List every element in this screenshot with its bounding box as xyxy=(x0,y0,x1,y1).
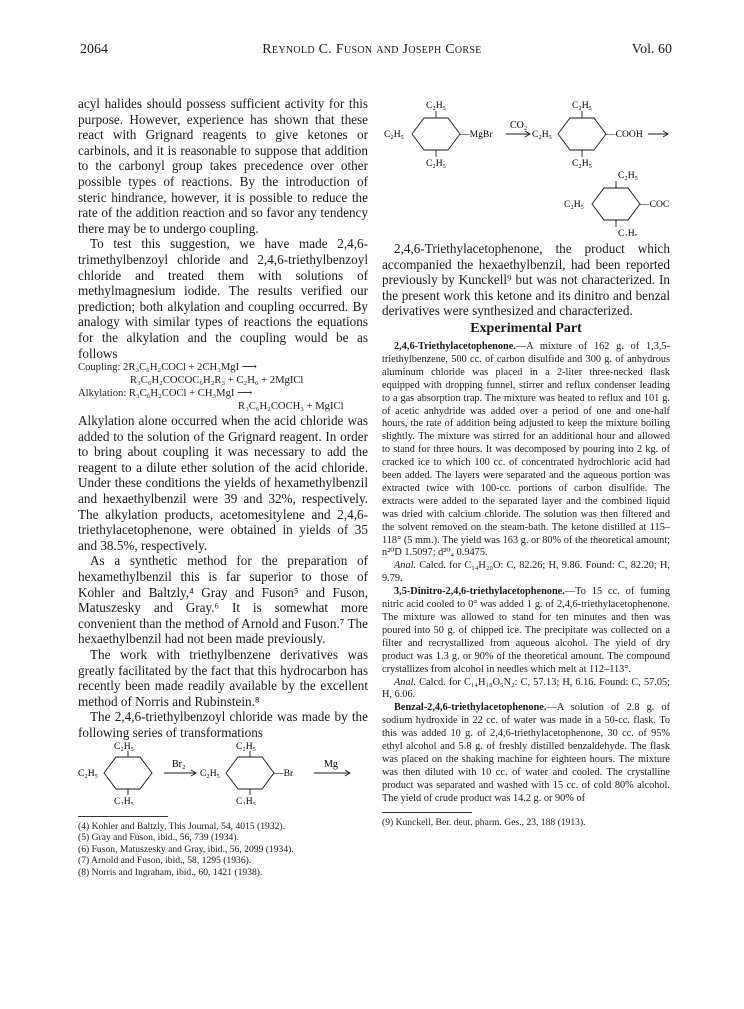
experiment-body: —To 15 cc. of fuming nitric acid cooled to 0° was added 1 g. of 2,4,6-triethylacetophenone. The mixture was allowed to stand for ten minutes and then was poured into 50 g. of chipped ice. The precipitate was collected on a filter and recrystallized from aqueous alcohol. The yield of dry product was 1.3 g. or 90% of the theoretical amount. The compound crystallizes from alcohol in needles which melt at 112–113°. xyxy=(382,586,670,675)
ethyl-label: C₂H₅ xyxy=(426,100,447,111)
bromo-label: —Br xyxy=(274,767,294,779)
experiment-paragraph xyxy=(382,341,670,560)
left-column xyxy=(78,96,368,879)
footnote: (7) Arnold and Fuson, ibid., 58, 1295 (1936). xyxy=(78,855,252,867)
footnote: (5) Gray and Fuson, ibid., 56, 739 (1934). xyxy=(78,832,239,844)
equation-line: R₃C₆H₂COCH₃ + MgICl xyxy=(238,401,344,413)
ethyl-label: C₂H₅ xyxy=(426,158,447,169)
equation-line: Coupling: 2R₃C₆H₂COCl + 2CH₃MgI ⟶ xyxy=(78,362,257,374)
reagent-label: Mg xyxy=(324,758,338,770)
experiment-title: Benzal-2,4,6-triethylacetophenone. xyxy=(394,702,547,714)
benzene-ring-2 xyxy=(226,757,274,789)
footnote: (4) Kohler and Baltzly, This Journal, 54, 4015 (1932). xyxy=(78,820,286,832)
ethyl-label: C₂H₅ xyxy=(384,129,405,140)
benzene-ring-1 xyxy=(104,757,152,789)
equation-line: Alkylation: R₃C₆H₂COCl + CH₃MgI ⟶ xyxy=(78,388,253,400)
ethyl-label: C₂H₅ xyxy=(236,740,257,752)
footnote-rule xyxy=(382,812,472,813)
volume-label: Vol. 60 xyxy=(631,42,672,57)
section-heading: Experimental Part xyxy=(470,320,582,336)
carboxyl-label: —COOH xyxy=(606,129,643,140)
paragraph: The work with triethylbenzene derivatives was greatly facilitated by the fact that this hydrocarbon has recently been made readily available by the excellent method of Norris and Rubinstein.⁸ xyxy=(78,647,368,709)
footnote: (9) Kunckell, Ber. deut. pharm. Ges., 23, 188 (1913). xyxy=(382,816,586,828)
ethyl-label: C₂H₅ xyxy=(532,129,553,140)
paragraph: 2,4,6-Triethylacetophenone, the product which accompanied the hexaethylbenzil, had been reported previously by Kunckell⁹ but was not characterized. In the present work this ketone and its dinitro and benzal derivatives were synthesized and characterized. xyxy=(382,241,670,319)
alkylation-equation xyxy=(78,387,368,413)
benzene-ring-3 xyxy=(412,118,460,150)
analysis-body: Calcd. for C₁₄H₂₀O: C, 82.26; H, 9.86. Found: C, 82.20; H, 9.79. xyxy=(382,560,670,585)
mgbr-label: —MgBr xyxy=(460,129,493,140)
experiment-title: 3,5-Dinitro-2,4,6-triethylacetophenone. xyxy=(394,586,565,598)
experiment-body: —A mixture of 162 g. of 1,3,5-triethylbenzene, 500 cc. of carbon disulfide and 300 g. of anhydrous aluminum chloride was placed in a 2-liter three-necked flask equipped with dropping funnel, stirrer and reflux condenser leading to a gas absorption trap. The mixture was heated to reflux and 101 g. of acetic anhydride was added over a period of one and one-half hours, the rate of addition being adjusted to keep the mixture boiling slightly. The mixture was stirred for an additional hour and allowed to stand for three hours. It was decomposed by pouring into 2 kg. of cracked ice to which 100 cc. of concentrated hydrochloric acid had been added. The layers were separated and the aqueous portion was extracted twice with 100-cc. portions of carbon disulfide. The extracts were added to the separated layer and the combined liquid was dried with calcium chloride. The solution was then filtered and the solvent removed on the steam-bath. The ketone distilled at 115–118° (5 mm.). The yield was 163 g. or 80% of the theoretical amount; n²⁰D 1.5097; d²⁰₄ 0.9475. xyxy=(382,340,670,559)
experiment-paragraph xyxy=(382,702,670,805)
page-number: 2064 xyxy=(80,42,108,57)
experiment-body: —A solution of 2.8 g. of sodium hydroxide in 22 cc. of water was made in a 50-cc. flask. To this was added 10 g. of 2,4,6-triethylacetophenone, 30 cc. of 95% ethyl alcohol and 5.8 g. of freshly distilled benzaldehyde. The flask was placed on the shaking machine for eighteen hours. The mixture was then diluted with 10 cc. of water and cooled. The crystalline product was separated and washed with 15 cc. of cold 80% alcohol. The yield of crude product was 14.2 g. or 90% of xyxy=(382,702,670,804)
benzene-ring-4 xyxy=(558,118,606,150)
reagent-label: CO₂ xyxy=(510,120,528,131)
paragraph: To test this suggestion, we have made 2,4,6-trimethylbenzoyl chloride and 2,4,6-triethylbenzoyl chloride and treated them with solutions of methylmagnesium iodide. The results verified our prediction; both alkylation and coupling occurred. By analogy with similar types of reactions the equations for the alkylation and the coupling would be as follows xyxy=(78,236,368,361)
analysis-paragraph xyxy=(382,677,670,703)
paragraph: As a synthetic method for the preparation of hexamethylbenzil this is far superior to those of Kohler and Baltzly,⁴ Gray and Fuson⁵ and Fuson, Matuszesky and Gray.⁶ It is somewhat more convenient than the method of Arnold and Fuson.⁷ The hexaethylbenzil had not been made previously. xyxy=(78,553,368,647)
ethyl-label: C₂H₅ xyxy=(564,199,585,210)
equation-line: R₃C₆H₂COCOC₆H₂R₃ + C₂H₆ + 2MgICl xyxy=(130,375,304,387)
ethyl-label: C₂H₅ xyxy=(618,170,639,181)
analysis-paragraph xyxy=(382,560,670,586)
footnote-rule xyxy=(78,816,168,817)
ethyl-label: C₂H₅ xyxy=(572,158,593,169)
ethyl-label: C₂H₅ xyxy=(618,228,639,236)
analysis-body: Calcd. for C₁₄H₁₈O₅N₂: C, 57.13; H, 6.16. Found: C, 57.05; H, 6.06. xyxy=(382,676,670,701)
footnote: (6) Fuson, Matuszesky and Gray, ibid., 56, 2099 (1934). xyxy=(78,843,294,855)
ethyl-label: C₂H₅ xyxy=(200,767,221,779)
running-title: Reynold C. Fuson and Joseph Corse xyxy=(262,42,482,57)
experiment-title: 2,4,6-Triethylacetophenone. xyxy=(394,340,516,352)
ethyl-label: C₂H₅ xyxy=(572,100,593,111)
coupling-equation xyxy=(78,361,368,387)
analysis-label: Anal. xyxy=(394,560,417,572)
bromination-grignard-scheme xyxy=(78,741,368,805)
footnote: (8) Norris and Ingraham, ibid., 60, 1421 (1938). xyxy=(78,866,263,878)
ethyl-label: C₂H₅ xyxy=(114,795,135,805)
acyl-chloride-label: —COCl xyxy=(640,199,670,210)
ethyl-label: C₂H₅ xyxy=(236,795,257,805)
ethyl-label: C₂H₅ xyxy=(78,767,99,779)
benzene-ring-5 xyxy=(592,188,640,220)
paragraph: Alkylation alone occurred when the acid chloride was added to the solution of the Grignard reagent. In order to bring about coupling it was necessary to add the reagent to a dilute ether solution of the acid chloride. Under these conditions the yields of hexamethylbenzil and hexaethylbenzil were 39 and 32%, respectively. The alkylation products, acetomesitylene and 2,4,6-triethylacetophenone, were obtained in yields of 35 and 38.5%, respectively. xyxy=(78,413,368,553)
reagent-label: Br₂ xyxy=(172,758,186,770)
right-column xyxy=(382,96,670,828)
carboxylation-scheme xyxy=(382,96,670,236)
paragraph: acyl halides should possess sufficient activity for this purpose. However, experience has shown that these react with Grignard reagents to give ketones or carbinols, and it is reasonable to suppose that addition to the carbonyl group takes precedence over other possible types of reactions. By the introduction of steric hindrance, however, it is possible to reduce the rate of the addition reaction and so favor any tendency there may be to undergo coupling. xyxy=(78,96,368,236)
paragraph: The 2,4,6-triethylbenzoyl chloride was made by the following series of transformations xyxy=(78,709,368,740)
experiment-paragraph xyxy=(382,586,670,676)
analysis-label: Anal. xyxy=(394,676,417,688)
ethyl-label: C₂H₅ xyxy=(114,740,135,752)
